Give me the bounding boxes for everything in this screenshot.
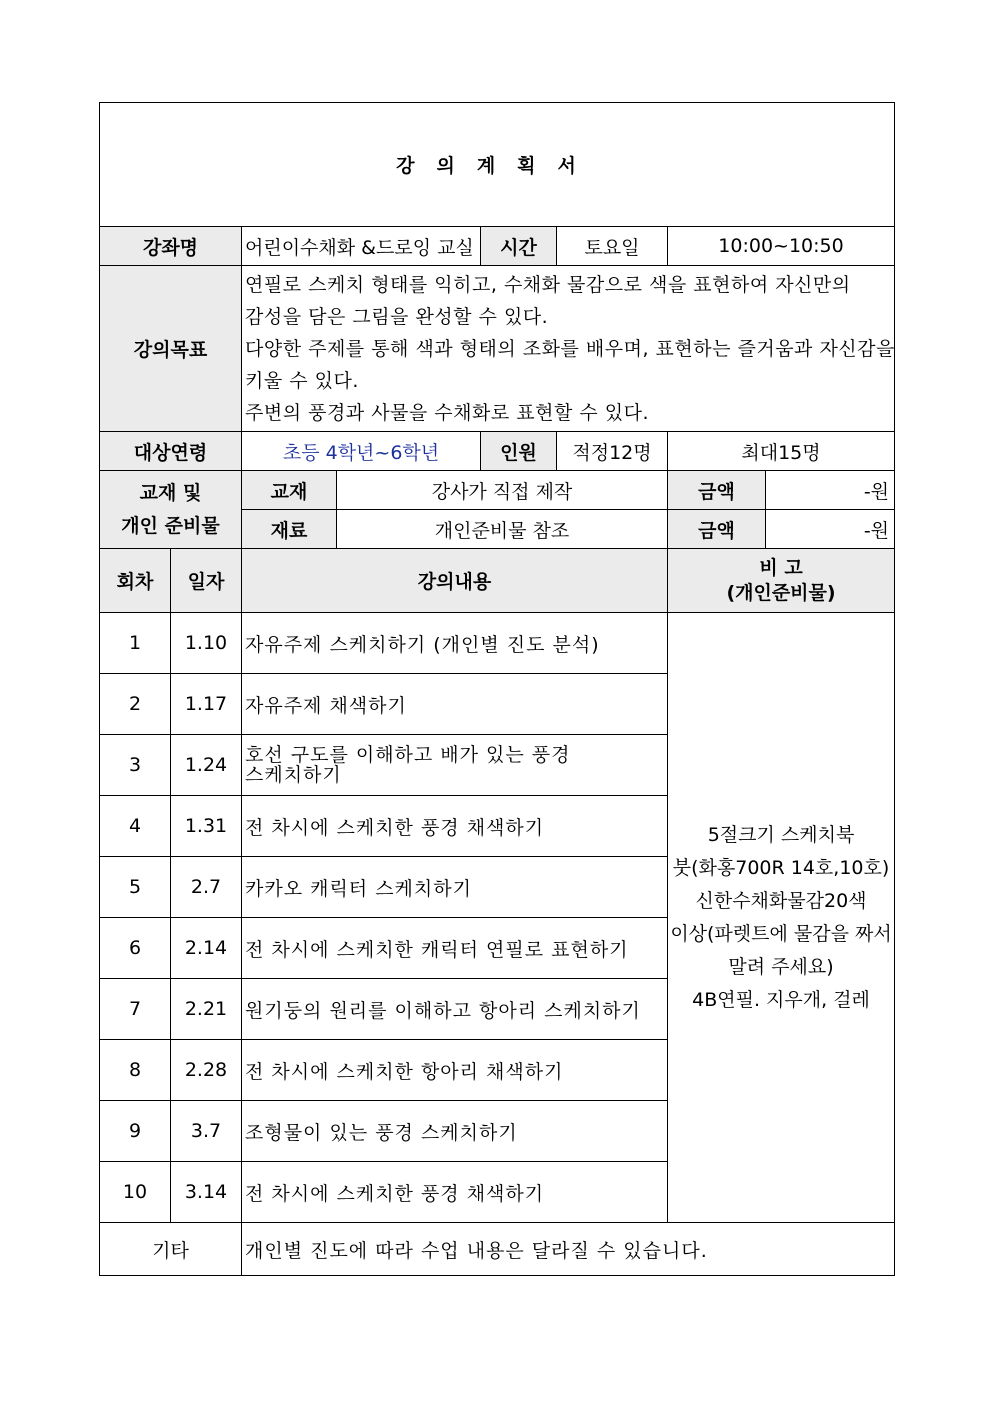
- capacity-label: 인원: [481, 432, 557, 471]
- materials-label-line2: 개인 준비물: [121, 514, 220, 537]
- session-date: 1.10: [171, 613, 242, 674]
- session-number: 10: [100, 1162, 171, 1223]
- session-content: 자유주제 채색하기: [242, 674, 668, 735]
- session-date: 2.7: [171, 857, 242, 918]
- session-number: 7: [100, 979, 171, 1040]
- target-age-value: 초등 4학년~6학년: [242, 432, 481, 471]
- supplies-note-line: 5절크기 스케치북: [707, 823, 855, 846]
- session-date: 1.17: [171, 674, 242, 735]
- session-number: 2: [100, 674, 171, 735]
- class-time: 10:00~10:50: [668, 227, 895, 266]
- textbook-price: -원: [766, 471, 895, 510]
- table-row: [100, 613, 895, 674]
- supplies-note-line: 신한수채화물감20색: [695, 889, 867, 912]
- session-content: 전 차시에 스케치한 풍경 채색하기: [242, 1162, 668, 1223]
- supplies-note-line: 4B연필. 지우개, 걸레: [692, 988, 870, 1011]
- capacity-recommended: 적정12명: [557, 432, 668, 471]
- textbook-value: 강사가 직접 제작: [337, 471, 668, 510]
- session-date: 1.31: [171, 796, 242, 857]
- course-name-value: 어린이수채화 &드로잉 교실: [242, 227, 481, 266]
- session-content: 조형물이 있는 풍경 스케치하기: [242, 1101, 668, 1162]
- note-header-line2: (개인준비물): [726, 581, 836, 604]
- course-name-label: 강좌명: [100, 227, 242, 266]
- session-date: 2.28: [171, 1040, 242, 1101]
- session-number: 6: [100, 918, 171, 979]
- supplies-note: [668, 613, 895, 1223]
- session-number: 9: [100, 1101, 171, 1162]
- content-header: 강의내용: [242, 549, 668, 613]
- session-content: [242, 735, 668, 796]
- document-title: 강의계획서: [100, 103, 895, 227]
- session-number: 3: [100, 735, 171, 796]
- session-date: 3.7: [171, 1101, 242, 1162]
- date-header: 일자: [171, 549, 242, 613]
- session-content: 전 차시에 스케치한 항아리 채색하기: [242, 1040, 668, 1101]
- textbook-price-label: 금액: [668, 471, 766, 510]
- session-number: 1: [100, 613, 171, 674]
- target-age-label: 대상연령: [100, 432, 242, 471]
- session-number: 8: [100, 1040, 171, 1101]
- session-content: 원기둥의 원리를 이해하고 항아리 스케치하기: [242, 979, 668, 1040]
- etc-label: 기타: [100, 1223, 242, 1276]
- supply-price-label: 금액: [668, 510, 766, 549]
- session-content: 카카오 캐릭터 스케치하기: [242, 857, 668, 918]
- goal-line: 주변의 풍경과 사물을 수채화로 표현할 수 있다.: [245, 401, 650, 424]
- session-date: 1.24: [171, 735, 242, 796]
- session-content: 자유주제 스케치하기 (개인별 진도 분석): [242, 613, 668, 674]
- supply-value: 개인준비물 참조: [337, 510, 668, 549]
- note-header-line1: 비 고: [759, 556, 803, 579]
- session-date: 3.14: [171, 1162, 242, 1223]
- supplies-note-line: 붓(화홍700R 14호,10호): [672, 856, 890, 879]
- note-header: [668, 549, 895, 613]
- session-content-line: 스케치하기: [245, 764, 342, 786]
- session-date: 2.14: [171, 918, 242, 979]
- supplies-note-line: 이상(파렛트에 물감을 짜서: [670, 922, 892, 945]
- goals-label: 강의목표: [100, 266, 242, 432]
- materials-label: [100, 471, 242, 549]
- etc-value: 개인별 진도에 따라 수업 내용은 달라질 수 있습니다.: [242, 1223, 895, 1276]
- supply-price: -원: [766, 510, 895, 549]
- session-number: 5: [100, 857, 171, 918]
- class-day: 토요일: [557, 227, 668, 266]
- session-content-line: 호선 구도를 이해하고 배가 있는 풍경: [245, 744, 571, 766]
- textbook-label: 교재: [242, 471, 337, 510]
- supply-label: 재료: [242, 510, 337, 549]
- goals-text: [242, 266, 895, 432]
- session-number: 4: [100, 796, 171, 857]
- goal-line: 연필로 스케치 형태를 익히고, 수채화 물감으로 색을 표현하여 자신만의: [245, 273, 851, 296]
- goal-line: 감성을 담은 그림을 완성할 수 있다.: [245, 305, 549, 328]
- lecture-plan-table: [99, 102, 895, 1276]
- session-content: 전 차시에 스케치한 풍경 채색하기: [242, 796, 668, 857]
- session-header: 회차: [100, 549, 171, 613]
- session-content: 전 차시에 스케치한 캐릭터 연필로 표현하기: [242, 918, 668, 979]
- goal-line: 키울 수 있다.: [245, 369, 359, 392]
- time-label: 시간: [481, 227, 557, 266]
- goal-line: 다양한 주제를 통해 색과 형태의 조화를 배우며, 표현하는 즐거움과 자신감을: [245, 337, 895, 360]
- materials-label-line1: 교재 및: [139, 481, 202, 504]
- session-date: 2.21: [171, 979, 242, 1040]
- supplies-note-line: 말려 주세요): [728, 955, 834, 978]
- capacity-maximum: 최대15명: [668, 432, 895, 471]
